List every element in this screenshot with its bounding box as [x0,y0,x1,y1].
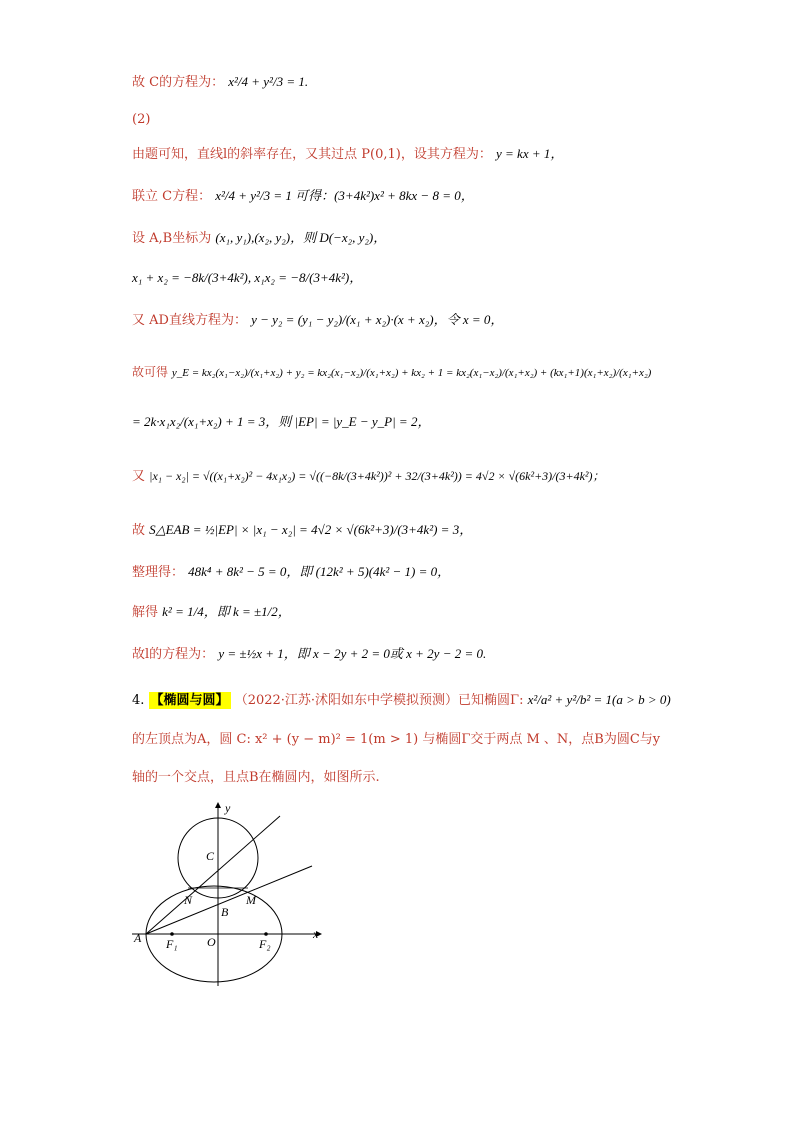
solution-line-4 [132,186,474,207]
y-axis-arrow [215,802,221,808]
line-math: S△EAB = ½|EP| × |x₁ − x₂| = 4√2 × √(6k²+3)/(3+4k²) = 3， [149,522,473,537]
line-math: |x₁ − x₂| = √((x₁+x₂)² − 4x₁x₂) = √((−8k/(3+4k²))² + 32/(3+4k²)) = 4√2 × √(6k²+3)/(3+4k²)； [149,469,605,483]
part-label: (2) [132,112,151,127]
topic-tag: 【椭圆与圆】 [150,693,229,708]
line-label: 故 C的方程为： [132,75,225,90]
line-label: 故 [132,523,146,538]
problem-number: 4. [132,693,145,708]
problem-4-line-2: 的左顶点为A，圆 C: x² + (y − m)² = 1(m > 1) 与椭圆Γ交于两点 M 、N，点B为圆C与y [132,732,661,747]
solution-line-7 [132,310,503,331]
solution-line-13 [132,602,291,623]
solution-line-5 [132,228,386,249]
ellipse-circle-figure [130,800,330,990]
line-a-b [146,866,312,934]
label-b: B [221,905,229,919]
solution-line-8 [132,362,651,383]
label-o: O [207,935,216,949]
problem-source: （2022·江苏·沭阳如东中学模拟预测）已知椭圆Γ: [234,693,524,708]
line-math: y − y₂ = (y₁ − y₂)/(x₁ + x₂)·(x + x₂)，令 x = 0， [251,312,504,327]
line-label: 整理得： [132,565,185,580]
solution-line-14 [132,644,486,665]
line-math: x²/4 + y²/3 = 1. [228,74,309,89]
line-math: (x₁, y₁),(x₂, y₂)，则 D(−x₂, y₂)， [215,230,387,245]
solution-line-12 [132,562,450,583]
label-a: A [134,931,142,945]
line-a-c [146,816,280,934]
label-f2: F₂ [259,937,271,951]
solution-line-9 [132,412,430,433]
problem-4-line-3: 轴的一个交点，且点B在椭圆内，如图所示. [132,770,380,785]
problem-equation: x²/a² + y²/b² = 1(a > b > 0) [527,692,671,707]
solution-line-3 [132,144,563,165]
solution-line-11 [132,520,472,541]
line-label: 联立 C方程： [132,189,212,204]
line-math: k² = 1/4，即 k = ±1/2， [162,604,291,619]
line-math: 48k⁴ + 8k² − 5 = 0，即 (12k² + 5)(4k² − 1) = 0， [188,564,451,579]
problem-4-line-1 [132,690,671,711]
line-label: 解得 [132,605,159,620]
label-f1: F₁ [166,937,178,951]
line-math: x₁ + x₂ = −8k/(3+4k²), x₁x₂ = −8/(3+4k²)， [132,270,363,285]
line-label: 由题可知，直线l的斜率存在，又其过点 P(0,1)，设其方程为： [132,147,492,162]
solution-line-6 [132,268,362,289]
solution-line-1 [132,72,308,93]
point-f2 [264,932,268,936]
line-label: 又 [132,469,146,484]
label-c: C [206,849,215,863]
solution-line-10 [132,466,605,487]
line-math: = 2k·x₁x₂/(x₁+x₂) + 1 = 3，则 |EP| = |y_E − y_P| = 2， [132,414,431,429]
label-y: y [225,801,231,815]
line-math: y = kx + 1， [496,146,564,161]
label-x: x [313,927,319,941]
line-math: x²/4 + y²/3 = 1 可得：(3+4k²)x² + 8kx − 8 = 0， [215,188,474,203]
line-label: 设 A,B坐标为 [132,231,212,246]
line-math: y = ±½x + 1，即 x − 2y + 2 = 0或 x + 2y − 2 = 0. [218,646,487,661]
line-label: 故l的方程为： [132,647,215,662]
line-label: 故可得 [132,365,169,379]
point-f1 [170,932,174,936]
line-math: y_E = kx₂(x₁−x₂)/(x₁+x₂) + y₂ = kx₂(x₁−x₂)/(x₁+x₂) + kx₂ + 1 = kx₂(x₁−x₂)/(x₁+x₂) + (kx₁+1)(x₁+x₂)/(x₁+x₂) [171,367,652,379]
label-m: M [246,893,256,907]
label-n: N [184,893,193,907]
line-label: 又 AD直线方程为： [132,313,247,328]
